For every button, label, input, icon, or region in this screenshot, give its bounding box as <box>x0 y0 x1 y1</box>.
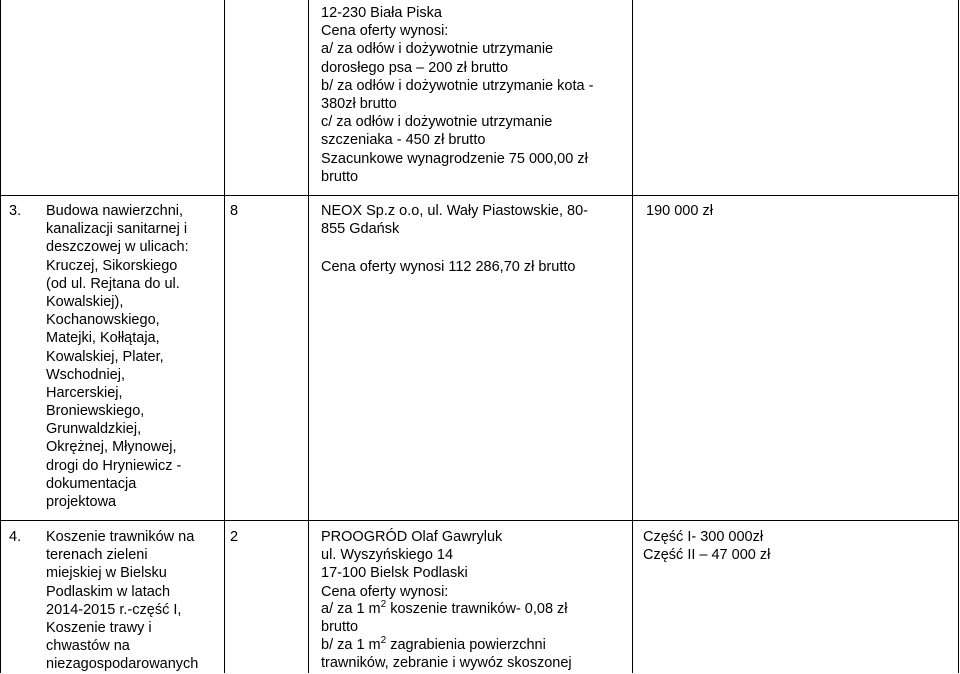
table-border-right <box>958 0 959 673</box>
row3-offer <box>321 202 588 238</box>
subject-line: Grunwaldzkiej, <box>46 421 142 438</box>
offer-line: Cena oferty wynosi: <box>321 583 449 600</box>
row3-offer-price: Cena oferty wynosi 112 286,70 zł brutto <box>321 259 576 275</box>
top-row-offer-text <box>321 4 593 186</box>
subject-line: Koszenie trawników na <box>46 529 195 545</box>
row4-offer-b-prefix: b/ za 1 m <box>321 637 381 653</box>
offer-line: 17-100 Bielsk Podlaski <box>321 565 468 582</box>
table-border-col3 <box>632 0 633 673</box>
offer-line: a/ za odłów i dożywotnie utrzymanie <box>321 41 554 58</box>
row4-offer-b-line2: trawników, zebranie i wywóz skoszonej <box>321 655 572 671</box>
subject-line: Kruczej, Sikorskiego <box>46 257 178 274</box>
subject-line: chwastów na <box>46 638 130 655</box>
subject-line: kanalizacji sanitarnej i <box>46 221 188 238</box>
row4-offer-b-suffix: zagrabienia powierzchni <box>386 637 546 653</box>
subject-line: (od ul. Rejtana do ul. <box>46 275 180 292</box>
subject-line: Kochanowskiego, <box>46 312 160 329</box>
offer-line: 855 Gdańsk <box>321 221 400 238</box>
subject-line: 2014-2015 r.-część I, <box>46 601 182 618</box>
row3-number: 3. <box>9 203 22 219</box>
row4-offer-a <box>321 600 568 618</box>
row3-budget: 190 000 zł <box>646 203 713 219</box>
budget-line: Część I- 300 000zł <box>643 529 764 545</box>
offer-line: dorosłego psa – 200 zł brutto <box>321 59 509 76</box>
row4-offer-a-line2: brutto <box>321 619 359 635</box>
subject-line: Podlaskim w latach <box>46 583 171 600</box>
row4-budget <box>643 528 770 564</box>
subject-line: Harcerskiej, <box>46 384 123 401</box>
subject-line: dokumentacja <box>46 475 137 492</box>
offer-line: b/ za odłów i dożywotnie utrzymanie kota - <box>321 77 594 94</box>
row3-offers-count: 8 <box>230 203 239 219</box>
row4-offer-a-sup: 2 <box>380 599 387 610</box>
row4-offer-b-sup: 2 <box>380 635 387 646</box>
offer-line: Cena oferty wynosi: <box>321 23 449 40</box>
offer-line: NEOX Sp.z o.o, ul. Wały Piastowskie, 80- <box>321 203 589 219</box>
row4-offers-count: 2 <box>230 529 239 545</box>
table-border-col1 <box>224 0 225 673</box>
subject-line: niezagospodarowanych <box>46 656 199 673</box>
subject-line: Budowa nawierzchni, <box>46 203 184 219</box>
offer-line: c/ za odłów i dożywotnie utrzymanie <box>321 114 553 131</box>
subject-line: miejskiej w Bielsku <box>46 565 167 582</box>
row4-subject <box>46 528 198 674</box>
offer-line: szczeniaka - 450 zł brutto <box>321 132 486 149</box>
table-border-col2 <box>308 0 309 673</box>
row4-offer-a-prefix: a/ za 1 m <box>321 601 381 617</box>
subject-line: Broniewskiego, <box>46 403 145 420</box>
row4-number: 4. <box>9 529 22 545</box>
subject-line: deszczowej w ulicach: <box>46 239 189 256</box>
offer-line: Szacunkowe wynagrodzenie 75 000,00 zł <box>321 150 588 167</box>
row3-subject <box>46 202 189 511</box>
row4-offer-a-suffix: koszenie trawników- 0,08 zł <box>386 601 568 617</box>
subject-line: terenach zieleni <box>46 547 148 564</box>
subject-line: Matejki, Kołłątaja, <box>46 330 160 347</box>
offer-line: 380zł brutto <box>321 95 397 112</box>
row-divider-2 <box>0 520 959 521</box>
offer-line: 12-230 Biała Piska <box>321 5 442 21</box>
subject-line: Kowalskiej, Plater, <box>46 348 164 365</box>
subject-line: Wschodniej, <box>46 366 125 383</box>
subject-line: Okrężnej, Młynowej, <box>46 439 177 456</box>
subject-line: drogi do Hryniewicz - <box>46 457 182 474</box>
row4-offer-b <box>321 636 546 654</box>
row4-offer <box>321 528 502 601</box>
table-border-left <box>0 0 1 673</box>
offer-line: ul. Wyszyńskiego 14 <box>321 547 454 564</box>
offer-line: brutto <box>321 168 359 185</box>
budget-line: Część II – 47 000 zł <box>643 547 771 564</box>
subject-line: Koszenie trawy i <box>46 619 152 636</box>
offer-line: PROOGRÓD Olaf Gawryluk <box>321 529 503 545</box>
subject-line: Kowalskiej), <box>46 293 124 310</box>
subject-line: projektowa <box>46 494 117 510</box>
row-divider-1 <box>0 195 959 196</box>
